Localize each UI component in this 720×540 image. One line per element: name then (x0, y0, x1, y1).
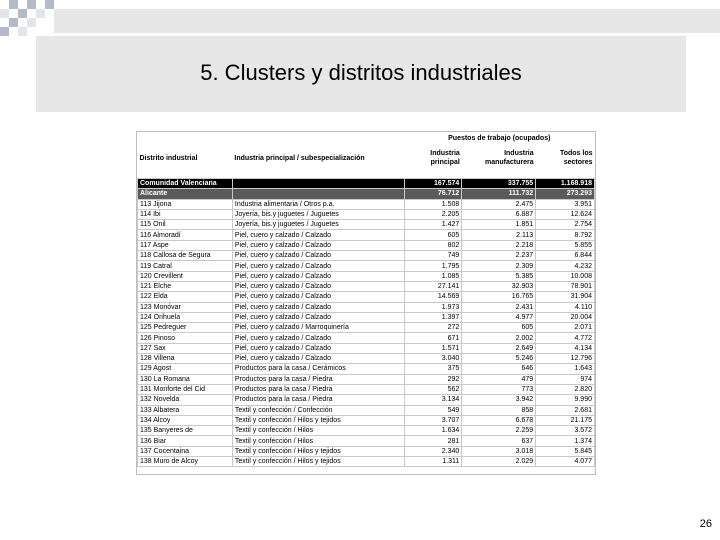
industry-cell: Productos para la casa / Piedra (232, 395, 404, 405)
manufacturing-cell: 111.732 (462, 189, 536, 199)
table-row (138, 415, 595, 425)
industry-cell: Piel, cuero y calzado / Calzado (232, 354, 404, 364)
industry-cell (232, 179, 404, 189)
principal-cell: 3.040 (404, 354, 462, 364)
table-row (138, 209, 595, 219)
manufacturing-cell: 2.002 (462, 333, 536, 343)
manufacturing-cell: 16.765 (462, 292, 536, 302)
page-number: 26 (699, 518, 712, 530)
district-cell: 124 Orihuela (138, 312, 233, 322)
total-cell: 4.077 (536, 457, 595, 467)
principal-cell: 605 (404, 230, 462, 240)
total-cell: 3.951 (536, 199, 595, 209)
table-row (138, 426, 595, 436)
district-cell: 132 Novelda (138, 395, 233, 405)
principal-cell: 76.712 (404, 189, 462, 199)
table-row (138, 395, 595, 405)
principal-cell: 1.427 (404, 220, 462, 230)
table-row (138, 281, 595, 291)
total-cell: 273.293 (536, 189, 595, 199)
district-cell: 123 Monóvar (138, 302, 233, 312)
decor-square (9, 18, 18, 27)
column-header: Industria principal / subespecialización (234, 154, 365, 162)
industry-cell: Textil y confección / Hilos (232, 426, 404, 436)
manufacturing-cell: 858 (462, 405, 536, 415)
district-cell: 120 Crevillent (138, 271, 233, 281)
manufacturing-cell: 2.029 (462, 457, 536, 467)
principal-cell: 14.569 (404, 292, 462, 302)
total-cell: 2.681 (536, 405, 595, 415)
district-cell: 115 Onil (138, 220, 233, 230)
total-cell: 2.754 (536, 220, 595, 230)
decor-square (27, 0, 36, 9)
column-header: Industria principal (430, 150, 460, 166)
column-header: Distrito industrial (139, 154, 198, 162)
table-row (138, 405, 595, 415)
table-row (138, 457, 595, 467)
super-header: Puestos de trabajo (ocupados) (448, 134, 551, 142)
industry-cell: Piel, cuero y calzado / Calzado (232, 281, 404, 291)
table-row (138, 179, 595, 189)
table-row (138, 292, 595, 302)
district-cell: 113 Jijona (138, 199, 233, 209)
industry-cell: Piel, cuero y calzado / Calzado (232, 333, 404, 343)
principal-cell: 272 (404, 323, 462, 333)
principal-cell: 1.571 (404, 343, 462, 353)
principal-cell: 167.574 (404, 179, 462, 189)
table-row (138, 230, 595, 240)
table-row (138, 240, 595, 250)
principal-cell: 375 (404, 364, 462, 374)
total-cell: 31.904 (536, 292, 595, 302)
principal-cell: 292 (404, 374, 462, 384)
principal-cell: 1.508 (404, 199, 462, 209)
principal-cell: 1.085 (404, 271, 462, 281)
decor-band (54, 9, 720, 33)
column-header: Industria manufacturera (485, 150, 534, 166)
table-row (138, 436, 595, 446)
total-cell: 4.134 (536, 343, 595, 353)
principal-cell: 671 (404, 333, 462, 343)
industry-cell: Textil y confección / Hilos y tejidos (232, 446, 404, 456)
table-row (138, 251, 595, 261)
decor-square (18, 27, 27, 36)
industry-cell: Piel, cuero y calzado / Calzado (232, 240, 404, 250)
data-table-sheet (136, 131, 596, 475)
principal-cell: 1.397 (404, 312, 462, 322)
principal-cell: 2.205 (404, 209, 462, 219)
manufacturing-cell: 605 (462, 323, 536, 333)
total-cell: 12.796 (536, 354, 595, 364)
principal-cell: 549 (404, 405, 462, 415)
total-cell: 21.175 (536, 415, 595, 425)
districts-table (137, 132, 595, 467)
manufacturing-cell: 6.678 (462, 415, 536, 425)
district-cell: 114 Ibi (138, 209, 233, 219)
principal-cell: 1.973 (404, 302, 462, 312)
manufacturing-cell: 337.755 (462, 179, 536, 189)
manufacturing-cell: 5.246 (462, 354, 536, 364)
table-row (138, 271, 595, 281)
column-header: Todos los sectores (559, 150, 593, 166)
table-row (138, 354, 595, 364)
district-cell: 122 Elda (138, 292, 233, 302)
industry-cell: Textil y confección / Confección (232, 405, 404, 415)
principal-cell: 802 (404, 240, 462, 250)
table-row (138, 220, 595, 230)
industry-cell: Joyería, bis.y juguetes / Juguetes (232, 220, 404, 230)
district-cell: 135 Banyeres de (138, 426, 233, 436)
total-cell: 3.572 (536, 426, 595, 436)
industry-cell: Piel, cuero y calzado / Calzado (232, 343, 404, 353)
manufacturing-cell: 2.237 (462, 251, 536, 261)
district-cell: Comunidad Valenciana (138, 179, 233, 189)
total-cell: 5.855 (536, 240, 595, 250)
total-cell: 78.901 (536, 281, 595, 291)
principal-cell: 3.707 (404, 415, 462, 425)
manufacturing-cell: 2.113 (462, 230, 536, 240)
manufacturing-cell: 1.851 (462, 220, 536, 230)
principal-cell: 2.340 (404, 446, 462, 456)
industry-cell: Piel, cuero y calzado / Calzado (232, 312, 404, 322)
industry-cell: Productos para la casa / Piedra (232, 374, 404, 384)
district-cell: 127 Sax (138, 343, 233, 353)
table-row (138, 364, 595, 374)
industry-cell (232, 189, 404, 199)
manufacturing-cell: 2.649 (462, 343, 536, 353)
district-cell: 128 Villena (138, 354, 233, 364)
industry-cell: Textil y confección / Hilos y tejidos (232, 457, 404, 467)
decor-square (36, 9, 45, 18)
total-cell: 5.845 (536, 446, 595, 456)
industry-cell: Piel, cuero y calzado / Calzado (232, 292, 404, 302)
manufacturing-cell: 32.903 (462, 281, 536, 291)
table-row (138, 384, 595, 394)
principal-cell: 27.141 (404, 281, 462, 291)
industry-cell: Industria alimentaria / Otros p.a. (232, 199, 404, 209)
district-cell: 121 Elche (138, 281, 233, 291)
industry-cell: Productos para la casa / Piedra (232, 384, 404, 394)
table-row (138, 446, 595, 456)
decor-square (9, 0, 18, 9)
total-cell: 2.071 (536, 323, 595, 333)
decor-square (18, 9, 27, 18)
total-cell: 4.772 (536, 333, 595, 343)
total-cell: 974 (536, 374, 595, 384)
manufacturing-cell: 2.431 (462, 302, 536, 312)
principal-cell: 281 (404, 436, 462, 446)
manufacturing-cell: 2.218 (462, 240, 536, 250)
district-cell: 116 Almoradí (138, 230, 233, 240)
manufacturing-cell: 637 (462, 436, 536, 446)
industry-cell: Piel, cuero y calzado / Calzado (232, 271, 404, 281)
total-cell: 4.232 (536, 261, 595, 271)
total-cell: 8.792 (536, 230, 595, 240)
principal-cell: 562 (404, 384, 462, 394)
total-cell: 1.168.918 (536, 179, 595, 189)
total-cell: 12.624 (536, 209, 595, 219)
district-cell: 131 Monforte del Cid (138, 384, 233, 394)
manufacturing-cell: 6.887 (462, 209, 536, 219)
table-row (138, 261, 595, 271)
decor-square (0, 9, 9, 18)
industry-cell: Piel, cuero y calzado / Marroquinería (232, 323, 404, 333)
manufacturing-cell: 479 (462, 374, 536, 384)
total-cell: 20.004 (536, 312, 595, 322)
principal-cell: 3.134 (404, 395, 462, 405)
district-cell: 130 La Romana (138, 374, 233, 384)
principal-cell: 1.311 (404, 457, 462, 467)
district-cell: 138 Muro de Alcoy (138, 457, 233, 467)
district-cell: 125 Pedreguer (138, 323, 233, 333)
total-cell: 4.110 (536, 302, 595, 312)
district-cell: 118 Callosa de Segura (138, 251, 233, 261)
total-cell: 2.820 (536, 384, 595, 394)
table-row (138, 312, 595, 322)
district-cell: 136 Biar (138, 436, 233, 446)
district-cell: 129 Agost (138, 364, 233, 374)
total-cell: 10.008 (536, 271, 595, 281)
table-row (138, 189, 595, 199)
district-cell: 119 Catral (138, 261, 233, 271)
principal-cell: 1.795 (404, 261, 462, 271)
industry-cell: Piel, cuero y calzado / Calzado (232, 230, 404, 240)
manufacturing-cell: 773 (462, 384, 536, 394)
industry-cell: Joyería, bis.y juguetes / Juguetes (232, 209, 404, 219)
industry-cell: Textil y confección / Hilos y tejidos (232, 415, 404, 425)
industry-cell: Productos para la casa / Cerámicos (232, 364, 404, 374)
total-cell: 1.374 (536, 436, 595, 446)
district-cell: 137 Cocentaina (138, 446, 233, 456)
principal-cell: 1.634 (404, 426, 462, 436)
district-cell: 133 Albatera (138, 405, 233, 415)
total-cell: 6.844 (536, 251, 595, 261)
decor-square (0, 27, 9, 36)
manufacturing-cell: 2.259 (462, 426, 536, 436)
slide-title: 5. Clusters y distritos industriales (200, 60, 522, 85)
manufacturing-cell: 5.385 (462, 271, 536, 281)
manufacturing-cell: 646 (462, 364, 536, 374)
total-cell: 1.643 (536, 364, 595, 374)
district-cell: 134 Alcoy (138, 415, 233, 425)
manufacturing-cell: 3.942 (462, 395, 536, 405)
district-cell: 117 Aspe (138, 240, 233, 250)
table-row (138, 323, 595, 333)
table-row (138, 199, 595, 209)
decor-square (27, 18, 36, 27)
district-cell: 126 Pinoso (138, 333, 233, 343)
total-cell: 9.990 (536, 395, 595, 405)
principal-cell: 749 (404, 251, 462, 261)
table-row (138, 333, 595, 343)
manufacturing-cell: 2.309 (462, 261, 536, 271)
manufacturing-cell: 4.977 (462, 312, 536, 322)
district-cell: Alicante (138, 189, 233, 199)
table-row (138, 343, 595, 353)
decor-square (45, 0, 54, 9)
table-row (138, 374, 595, 384)
industry-cell: Piel, cuero y calzado / Calzado (232, 261, 404, 271)
manufacturing-cell: 2.475 (462, 199, 536, 209)
industry-cell: Textil y confección / Hilos (232, 436, 404, 446)
industry-cell: Piel, cuero y calzado / Calzado (232, 251, 404, 261)
table-row (138, 302, 595, 312)
manufacturing-cell: 3.018 (462, 446, 536, 456)
industry-cell: Piel, cuero y calzado / Calzado (232, 302, 404, 312)
